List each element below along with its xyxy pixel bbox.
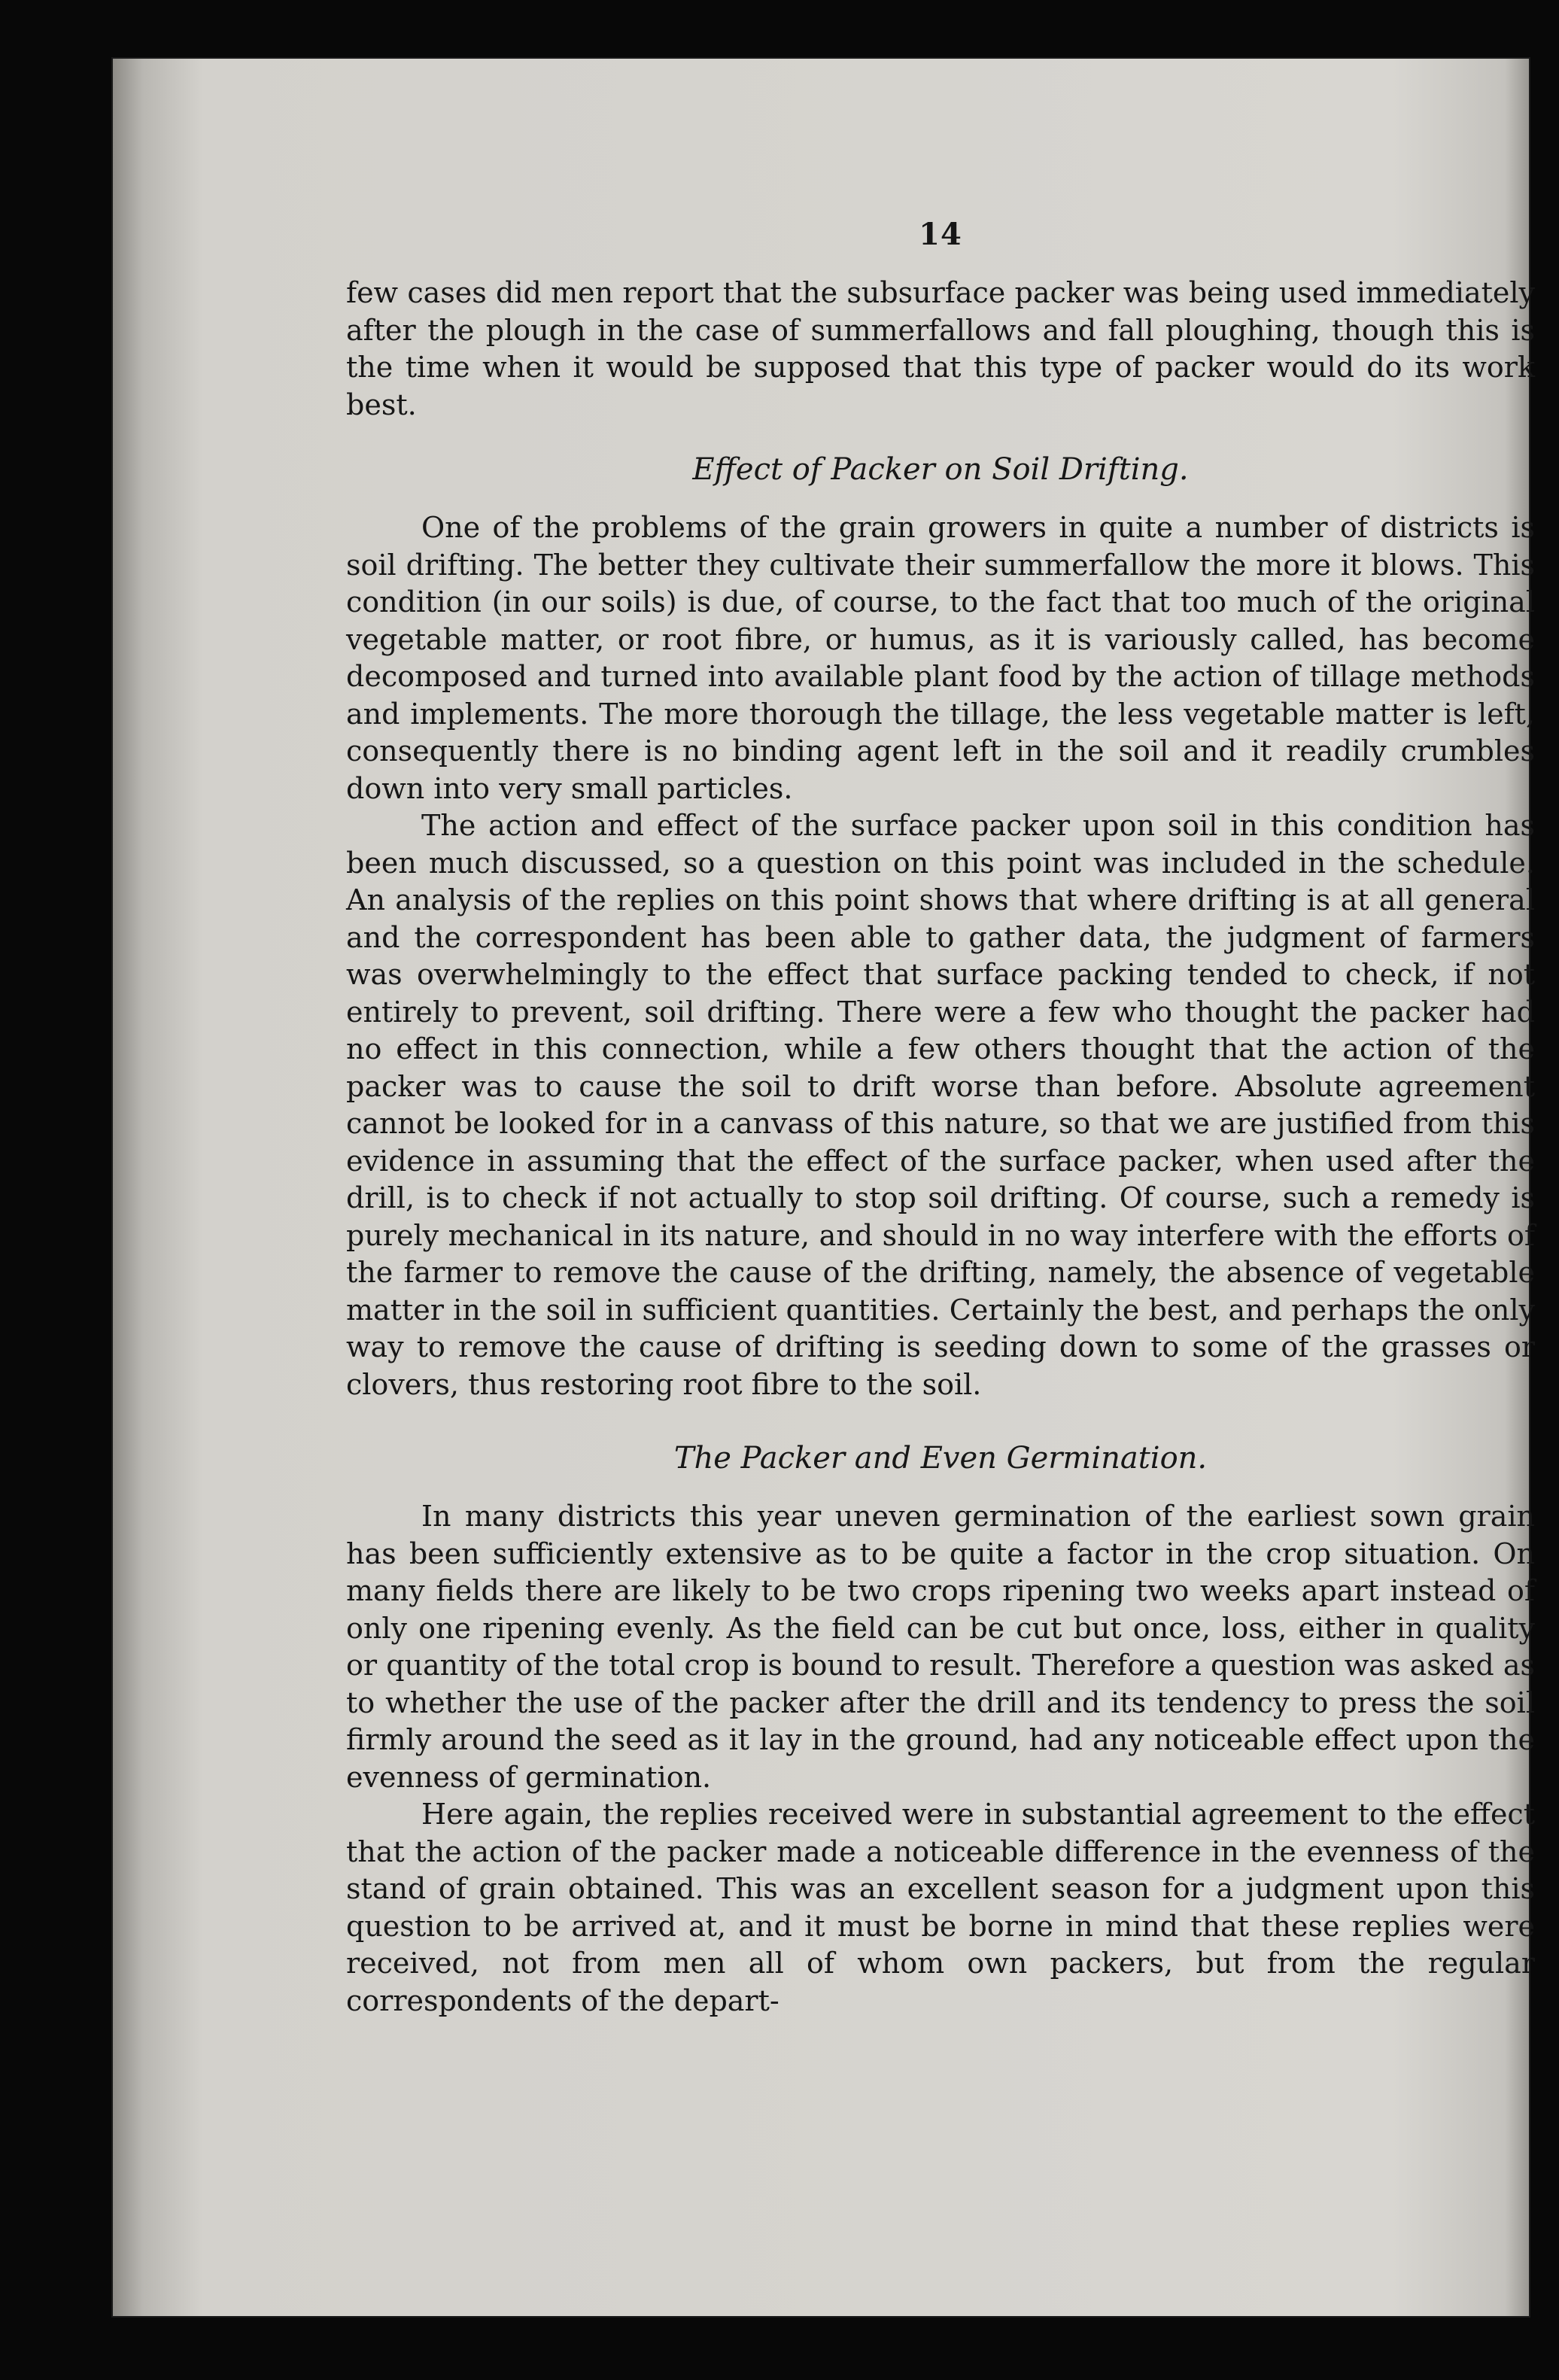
page-content [346,217,1535,2020]
paragraph-even-germination-2: Here again, the replies received were in substantial agreement to the effect that the action of the packer made a noticeable difference in the evenness of the stand of grain obtained. This was an excellent season for a judgment upon this question to be arrived at, and it must be borne in mind that these replies were received, not from men all of whom own packers, but from the regular correspondents of the depart- [346,1798,1535,2017]
page-number: 14 [919,217,962,252]
paragraph-even-germination-1: In many districts this year uneven germination of the earliest sown grain has been sufficiently extensive as to be quite a factor in the crop situation. On many fields there are likely to be two crops ripening two weeks apart instead of only one ripening evenly. As the field can be cut but once, loss, either in quality or quantity of the total crop is bound to result. Therefore a question was asked as to whether the use of the packer after the drill and its tendency to press the soil firmly around the seed as it lay in the ground, had any noticeable effect upon the evenness of germination. [346,1500,1535,1794]
opening-paragraph: few cases did men report that the subsurface packer was being used immediately after the plough in the case of summerfallows and fall ploughing, though this is the time when it would be supposed that this type of packer would do its work best. [346,276,1535,421]
document-page [113,59,1535,2316]
paragraph-soil-drifting-2: The action and effect of the surface packer upon soil in this condition has been much discussed, so a question on this point was included in the schedule. An analysis of the replies on this point shows that where drifting is at all general and the correspondent has been able to gather data, the judgment of farmers was overwhelmingly to the effect that surface packing tended to check, if not entirely to prevent, soil drifting. There were a few who thought the packer had no effect in this connection, while a few others thought that the action of the packer was to cause the soil to drift worse than before. Absolute agreement cannot be looked for in a canvass of this nature, so that we are justified from this evidence in assuming that the effect of the surface packer, when used after the drill, is to check if not actually to stop soil drifting. Of course, such a remedy is purely mechanical in its nature, and should in no way interfere with the efforts of the farmer to remove the cause of the drifting, namely, the absence of vegetable matter in the soil in sufficient quantities. Certainly the best, and perhaps the only way to remove the cause of drifting is seeding down to some of the grasses or clovers, thus restoring root fibre to the soil. [346,809,1535,1401]
section-even-germination [346,1441,1535,2020]
section-soil-drifting [346,452,1535,1403]
paragraph-soil-drifting-1: One of the problems of the grain growers in quite a number of districts is soil drifting. The better they cultivate their summerfallow the more it blows. This condition (in our soils) is due, of course, to the fact that too much of the original vegetable matter, or root fibre, or humus, as it is variously called, has become decomposed and turned into available plant food by the action of tillage methods and implements. The more thorough the tillage, the less vegetable matter is left, consequently there is no binding agent left in the soil and it readily crumbles down into very small particles. [346,511,1535,805]
section-heading-even-germination: The Packer and Even Germination. [673,1441,1208,1476]
section-heading-soil-drifting: Effect of Packer on Soil Drifting. [692,452,1189,487]
